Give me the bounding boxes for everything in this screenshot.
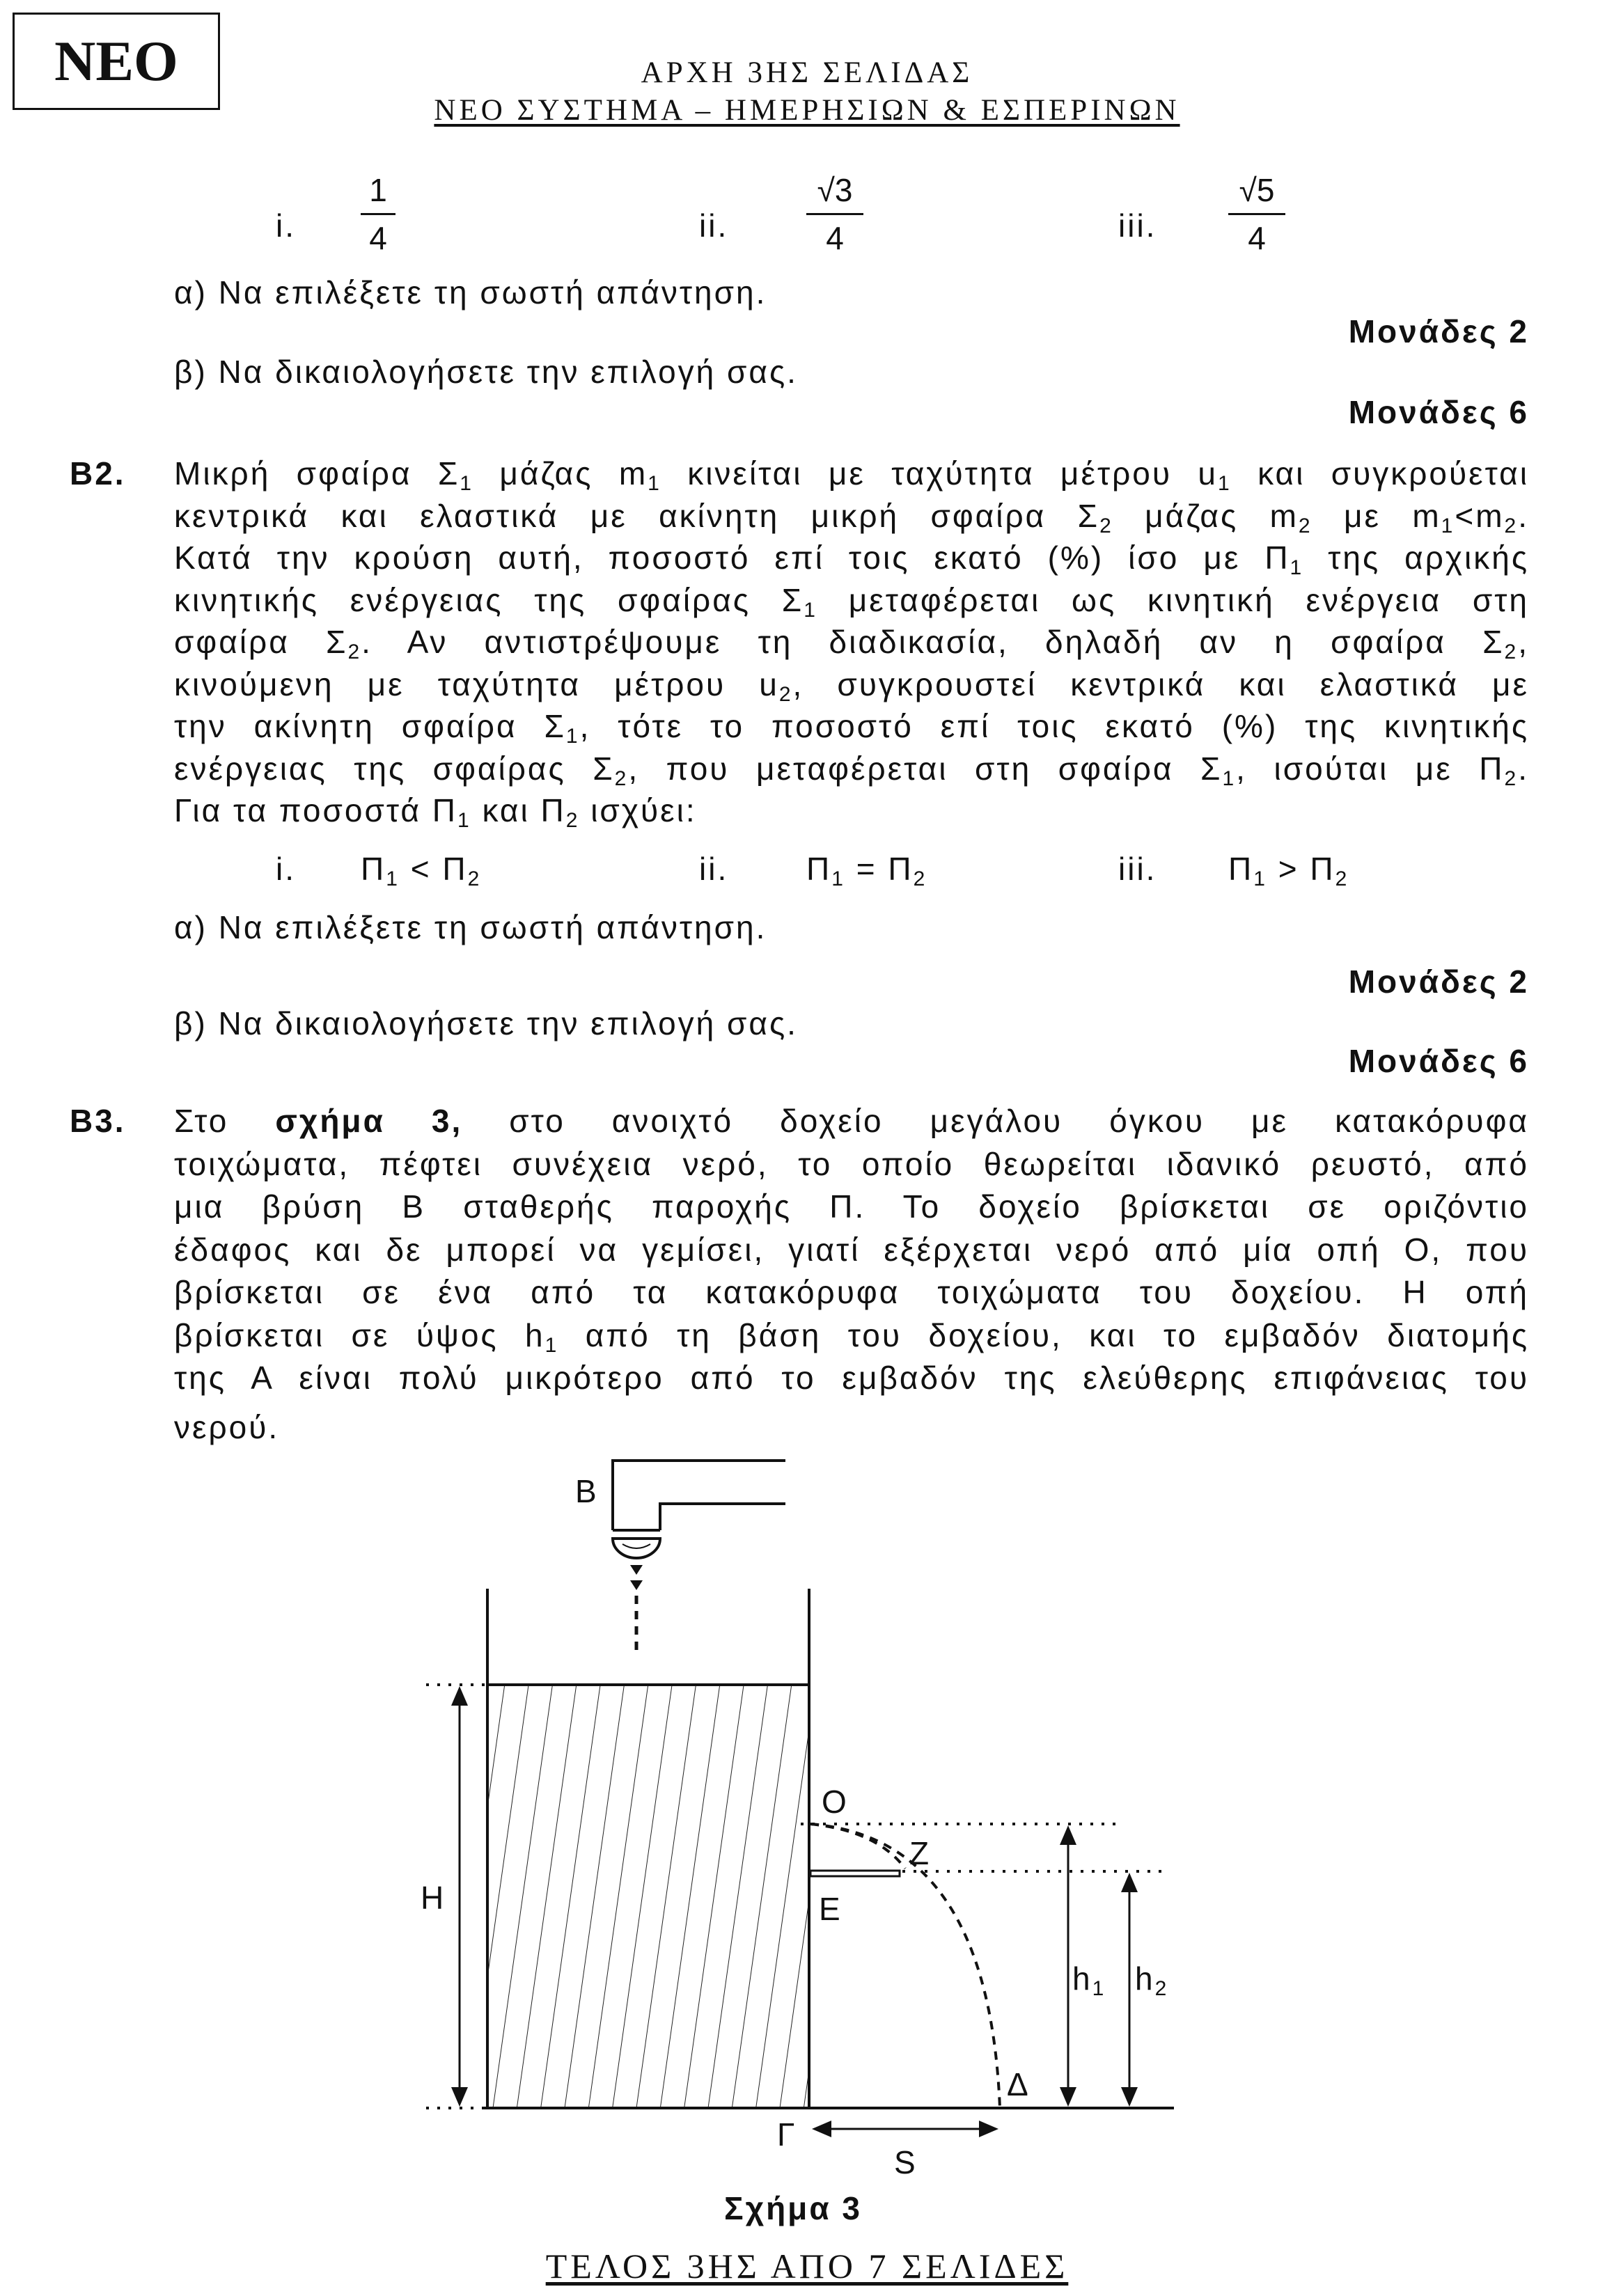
b3-line: μια βρύση Β σταθερής παροχής Π. Το δοχείο βρίσκεται σε οριζόντιο [174, 1188, 1529, 1225]
label-h: Η [421, 1880, 446, 1916]
q1-part-a: α) Να επιλέξετε τη σωστή απάντηση. [174, 274, 767, 310]
b3-line: βρίσκεται σε ύψος $h_1$ από τη βάση του δοχείου, και το εμβαδόν διατομής [174, 1316, 1529, 1357]
q1-option-ii-label: ii. [699, 207, 729, 244]
b2-line: σφαίρα $\Sigma_2$. Αν αντιστρέψουμε τη διαδικασία, δηλαδή αν η σφαίρα $\Sigma_2$, [174, 624, 1529, 663]
b2-option-iii-label: iii. [1118, 851, 1157, 887]
b2-line: Μικρή σφαίρα $\Sigma_1$ μάζας $m_1$ κινείται με ταχύτητα μέτρου $u_1$ και συγκρούεται [174, 455, 1530, 495]
label-o: Ο [822, 1784, 849, 1820]
b3-last-line: νερού. [174, 1409, 280, 1445]
q1-option-i-label: i. [276, 207, 296, 244]
water-column [487, 1685, 809, 2108]
fraction-denominator: 4 [1248, 220, 1266, 256]
label-h2 [1135, 1958, 1168, 1999]
question-b3-label: Β3. [70, 1103, 126, 1139]
b3-line: τοιχώματα, πέφτει συνέχεια νερό, το οποίο θεωρείται ιδανικό ρευστό, από [174, 1145, 1529, 1182]
b2-line: την ακίνητη σφαίρα $\Sigma_1$, τότε το ποσοστό επί τοις εκατό (%) της κινητικής [174, 708, 1529, 748]
water-drops [630, 1565, 643, 1657]
header-line-2: ΝΕΟ ΣΥΣΤΗΜΑ – ΗΜΕΡΗΣΙΩΝ & ΕΣΠΕΡΙΝΩΝ [434, 94, 1180, 127]
b2-option-ii-label: ii. [699, 851, 729, 887]
b3-line: της Α είναι πολύ μικρότερο από το εμβαδόν της ελεύθερης επιφάνειας του [174, 1360, 1529, 1396]
figure-caption: Σχήμα 3 [724, 2190, 862, 2226]
question-b2-label: Β2. [70, 455, 126, 492]
label-d: Δ [1007, 2066, 1031, 2102]
b2-part-b-points: Μονάδες 6 [1348, 1043, 1529, 1079]
label-h1 [1072, 1958, 1106, 1999]
b2-line: κεντρικά και ελαστικά με ακίνητη μικρή σφαίρα $\Sigma_2$ μάζας $m_2$ με $m_1<m_2$. [174, 497, 1529, 537]
label-z: Ζ [909, 1835, 932, 1871]
h2-letter: h [1135, 1960, 1155, 1997]
fraction-numerator: √3 [817, 172, 853, 208]
b2-part-a: α) Να επιλέξετε τη σωστή απάντηση. [174, 909, 767, 945]
neo-badge: ΝΕΟ [13, 13, 220, 110]
q1-option-iii-label: iii. [1118, 207, 1157, 244]
b2-line: Κατά την κρούση αυτή, ποσοστό επί τοις εκατό (%) ίσο με $\Pi_1$ της αρχικής [174, 540, 1529, 579]
b3-line: Στο σχήμα 3, στο ανοιχτό δοχείο μεγάλου όγκου με κατακόρυφα [174, 1103, 1529, 1139]
reference-lines [801, 1824, 1161, 1871]
faucet-b [613, 1461, 785, 1558]
b2-part-b: β) Να δικαιολογήσετε την επιλογή σας. [174, 1005, 798, 1041]
q1-part-b: β) Να δικαιολογήσετε την επιλογή σας. [174, 354, 798, 390]
b2-last-line: Για τα ποσοστά $\Pi_1$ και $\Pi_2$ ισχύει: [174, 792, 697, 832]
header-line-1: ΑΡΧΗ 3ΗΣ ΣΕΛΙΔΑΣ [641, 56, 973, 89]
q1-part-a-points: Μονάδες 2 [1348, 313, 1529, 349]
b2-line: ενέργειας της σφαίρας $\Sigma_2$, που μεταφέρεται στη σφαίρα $\Sigma_1$, ισούται με $\Pi_2$. [174, 750, 1529, 790]
b2-option-i-label: i. [276, 851, 296, 887]
h1-subscript: 1 [1092, 1977, 1106, 2000]
fraction-denominator: 4 [369, 220, 387, 256]
label-b: Β [575, 1473, 599, 1509]
s-dimension [812, 2121, 998, 2137]
h1-letter: h [1072, 1960, 1092, 1997]
h2-subscript: 2 [1154, 1977, 1169, 2000]
label-s: S [894, 2144, 918, 2180]
b2-option-iii: $\Pi_1 > \Pi_2$ [1228, 851, 1349, 890]
b3-line: έδαφος και δε μπορεί να γεμίσει, γιατί εξέρχεται νερό από μία οπή Ο, που [174, 1231, 1529, 1268]
b2-option-i: $\Pi_1 < \Pi_2$ [361, 851, 482, 890]
water-jets [810, 1824, 1000, 2108]
b3-line: βρίσκεται σε ένα από τα κατακόρυφα τοιχώματα του δοχείου. Η οπή [174, 1274, 1529, 1310]
b2-option-ii: $\Pi_1 = \Pi_2$ [806, 851, 927, 890]
label-e: Ε [819, 1891, 843, 1927]
b2-line: κινούμενη με ταχύτητα μέτρου $u_2$, συγκρουστεί κεντρικά και ελαστικά με [174, 666, 1529, 706]
fraction-denominator: 4 [826, 220, 844, 256]
label-g: Γ [777, 2116, 797, 2153]
page-footer: ΤΕΛΟΣ 3ΗΣ ΑΠΟ 7 ΣΕΛΙΔΕΣ [545, 2247, 1069, 2286]
b2-part-a-points: Μονάδες 2 [1348, 964, 1529, 1000]
q1-part-b-points: Μονάδες 6 [1348, 394, 1529, 430]
tube-e [810, 1871, 900, 1876]
fraction-numerator: √5 [1239, 172, 1275, 208]
b2-line: κινητικής ενέργειας της σφαίρας $\Sigma_1$ μεταφέρεται ως κινητική ενέργεια στη [174, 581, 1530, 622]
fraction-numerator: 1 [369, 172, 387, 208]
